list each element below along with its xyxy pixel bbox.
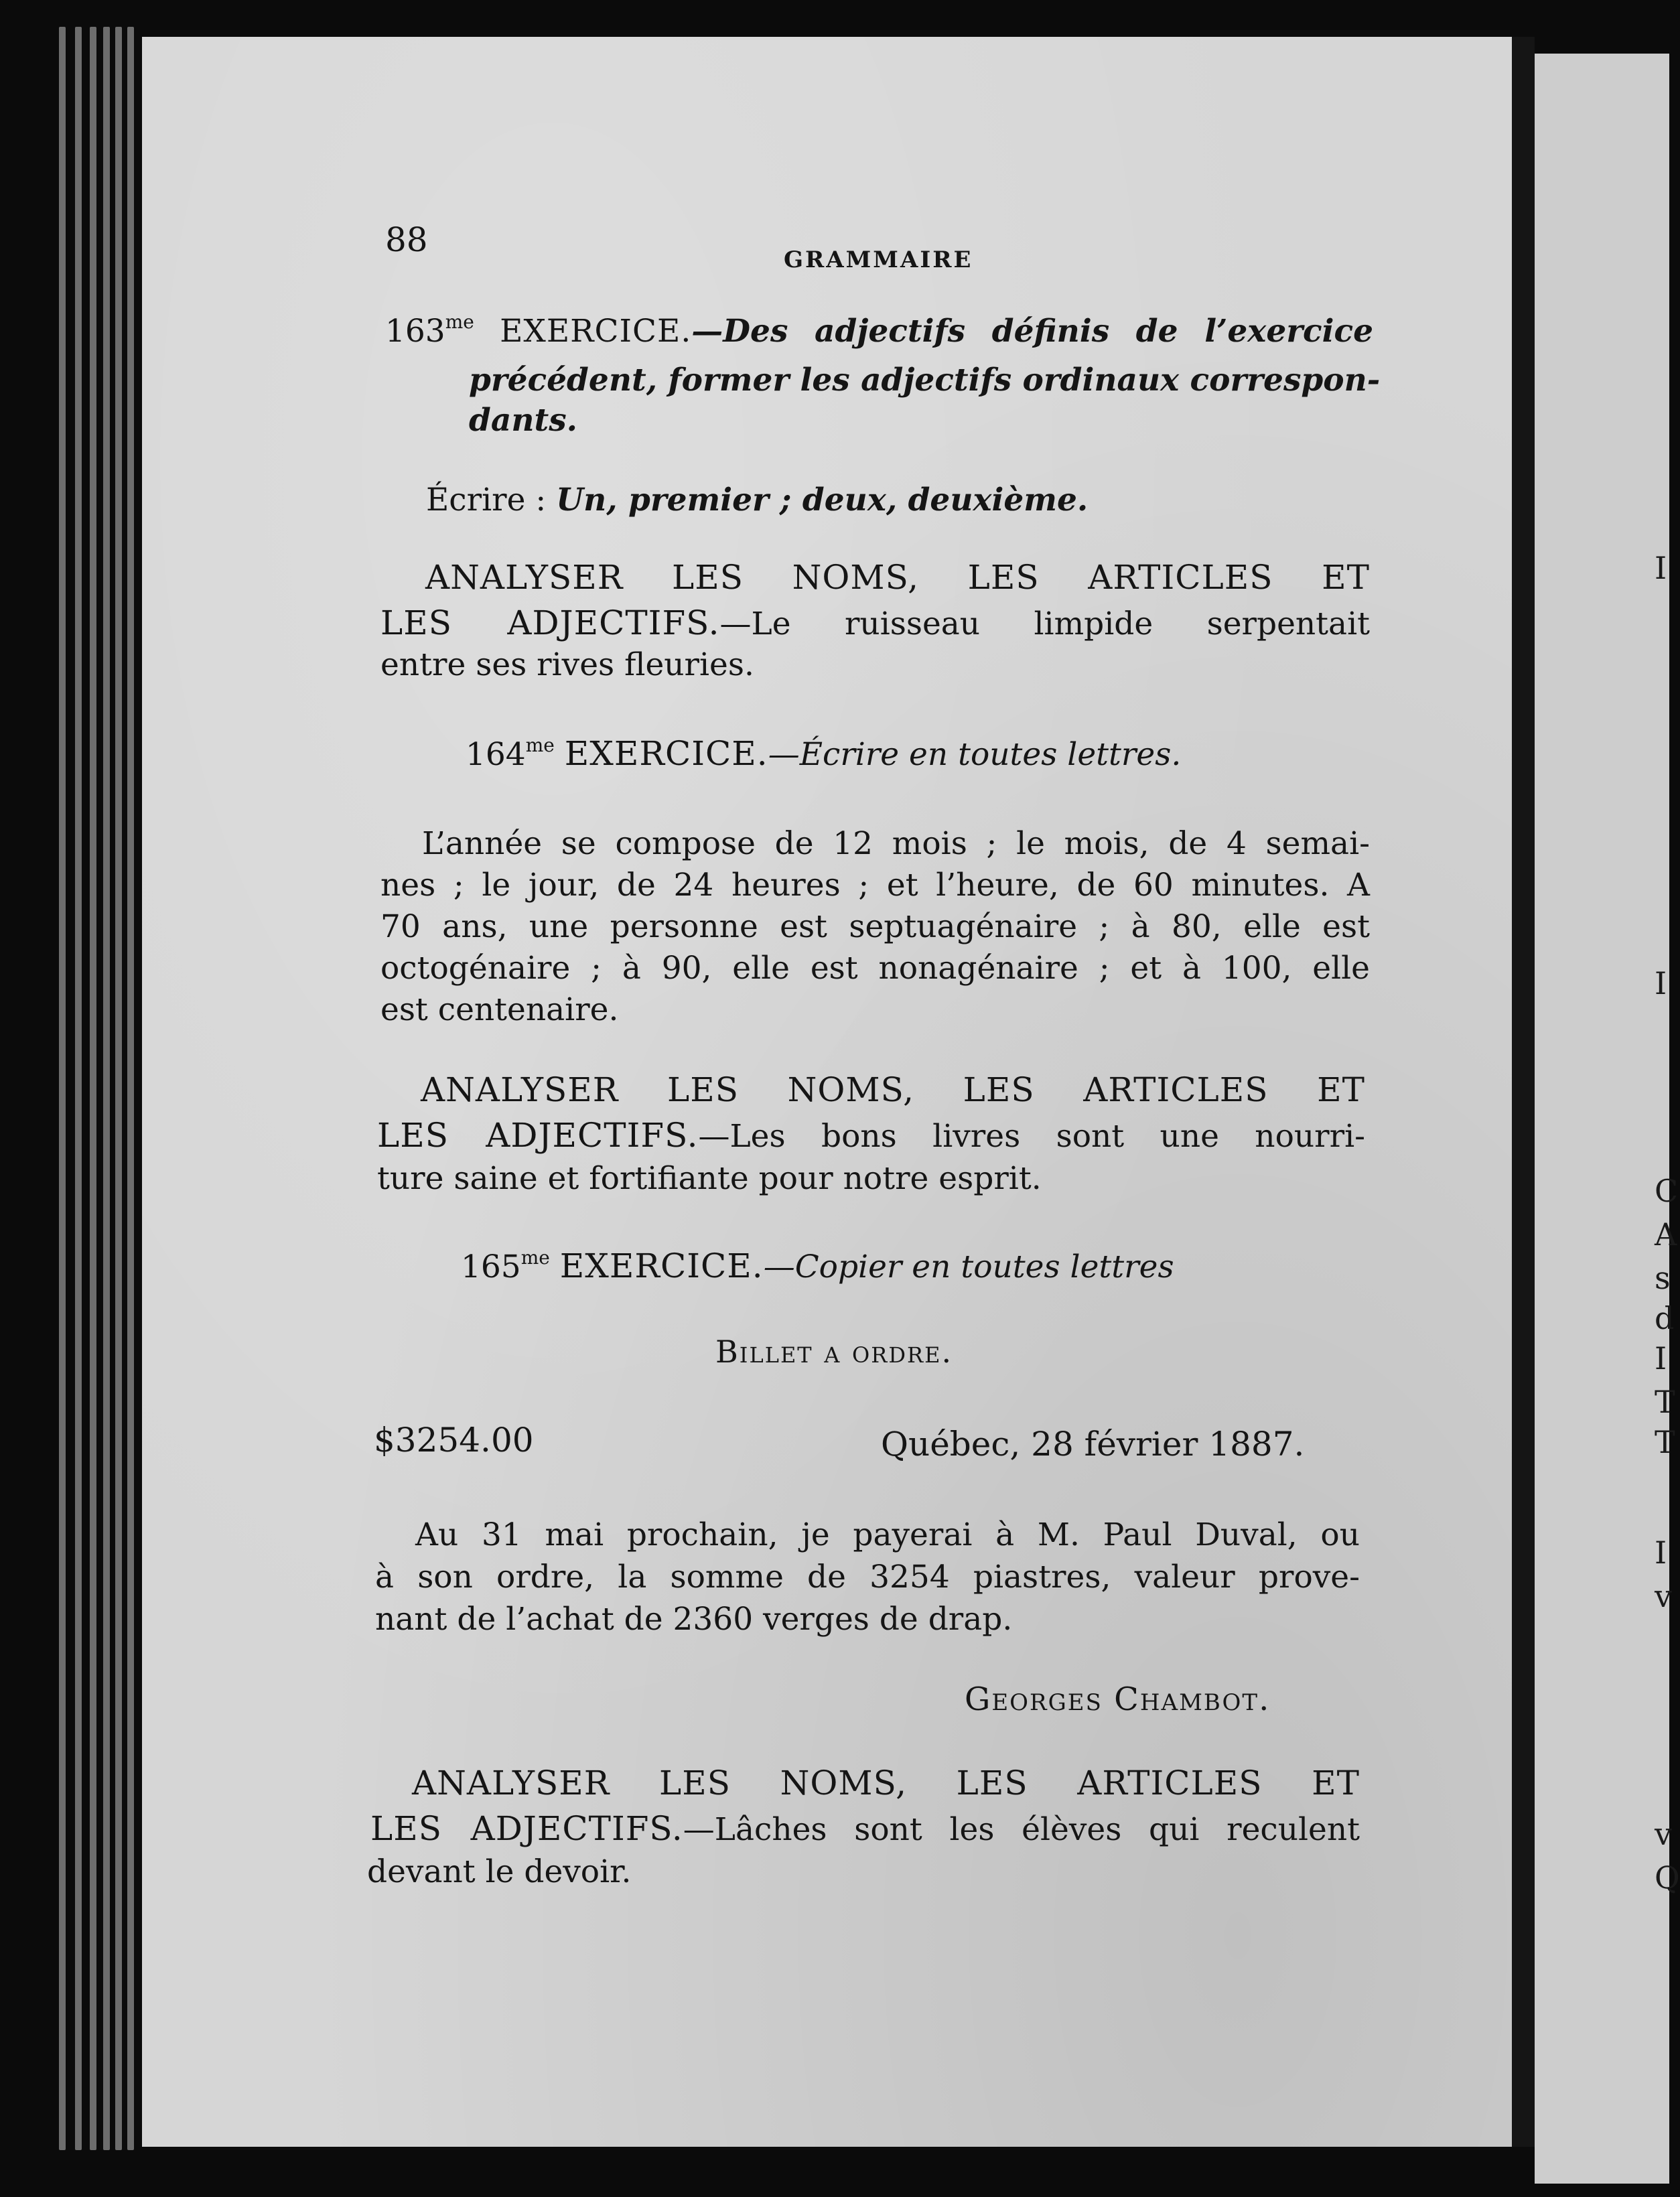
facing-page-fragment: I	[1655, 1340, 1667, 1376]
facing-page-fragment: C	[1655, 1173, 1679, 1209]
exercise-instruction: —Des adjectifs définis de l’exercice	[691, 313, 1373, 350]
example-text: Un, premier ; deux, deuxième.	[556, 482, 1089, 518]
exercise-instruction: —Écrire en toutes lettres.	[768, 736, 1182, 773]
page-edge	[90, 27, 96, 2150]
exercise-instruction-line: dants.	[469, 402, 578, 439]
exercise-instruction: —Copier en toutes lettres	[763, 1249, 1174, 1285]
facing-page-fragment: A	[1655, 1216, 1677, 1253]
page-edge	[103, 27, 110, 2150]
exercise-number: 165	[461, 1249, 521, 1285]
facing-page-fragment: T	[1655, 1384, 1675, 1420]
exercise-number: 163	[385, 313, 445, 350]
facing-page-fragment: I	[1655, 1535, 1667, 1571]
note-title: Billet a ordre.	[715, 1334, 953, 1370]
running-title: GRAMMAIRE	[784, 246, 973, 273]
exercise-163-heading	[385, 311, 1373, 352]
analysis-heading: ANALYSER LES NOMS, LES ARTICLES ET	[412, 1764, 1360, 1802]
exercise-instruction-line: précédent, former les adjectifs ordinaux correspon-	[469, 362, 1381, 399]
exercise-title: EXERCICE.	[559, 1247, 764, 1285]
exercise-title: EXERCICE.	[564, 734, 768, 773]
note-amount: $3254.00	[374, 1421, 534, 1460]
analysis-caps: LES ADJECTIFS.	[380, 604, 720, 642]
page-edge	[75, 27, 82, 2150]
paragraph-line: à son ordre, la somme de 3254 piastres, valeur prove-	[375, 1559, 1360, 1596]
exercise-title: EXERCICE.	[500, 313, 692, 350]
example-label: Écrire :	[426, 482, 547, 518]
page-edge	[115, 27, 122, 2150]
facing-page	[1535, 54, 1669, 2184]
analysis-text: —Les bons livres sont une nourri-	[698, 1118, 1365, 1155]
facing-page-fragment: Q	[1655, 1859, 1680, 1896]
exercise-number: 164	[466, 736, 526, 773]
paragraph-line: nes ; le jour, de 24 heures ; et l’heure, de 60 minutes. A	[380, 867, 1370, 904]
ordinal-suffix: me	[445, 311, 474, 333]
analysis-heading: ANALYSER LES NOMS, LES ARTICLES ET	[421, 1070, 1365, 1109]
signature: Georges Chambot.	[965, 1681, 1271, 1718]
facing-page-fragment: s	[1655, 1260, 1671, 1296]
facing-page-fragment: d	[1655, 1300, 1675, 1336]
facing-page-fragment: I	[1655, 965, 1667, 1001]
paragraph-line: est centenaire.	[380, 991, 619, 1028]
paragraph-line: octogénaire ; à 90, elle est nonagénaire ; et à 100, elle	[380, 950, 1370, 987]
analysis-caps: LES ADJECTIFS.	[377, 1116, 699, 1155]
paragraph-line: L’année se compose de 12 mois ; le mois, de 4 semai-	[422, 825, 1370, 862]
page-edge	[59, 27, 66, 2150]
facing-page-fragment: T	[1655, 1424, 1675, 1460]
analysis-line	[380, 603, 1370, 644]
analysis-text: —Le ruisseau limpide serpentait	[719, 606, 1370, 642]
facing-page-fragment: v	[1655, 1578, 1672, 1614]
example-line	[426, 480, 1088, 520]
analysis-line: devant le devoir.	[367, 1853, 632, 1890]
analysis-caps: LES ADJECTIFS.	[370, 1809, 683, 1848]
analysis-line	[377, 1115, 1365, 1157]
ordinal-suffix: me	[525, 734, 555, 756]
facing-page-fragment: I	[1655, 550, 1667, 586]
paragraph-line: 70 ans, une personne est septuagénaire ; à 80, elle est	[380, 908, 1370, 945]
page-number: 88	[385, 220, 428, 259]
note-place-date: Québec, 28 février 1887.	[881, 1425, 1305, 1464]
paragraph-line: nant de l’achat de 2360 verges de drap.	[375, 1601, 1013, 1638]
analysis-text: —Lâches sont les élèves qui reculent	[683, 1811, 1360, 1848]
analysis-heading: ANALYSER LES NOMS, LES ARTICLES ET	[425, 558, 1370, 597]
facing-page-fragment: v	[1655, 1816, 1672, 1852]
book-gutter	[1512, 37, 1535, 2147]
analysis-line	[370, 1809, 1360, 1850]
exercise-164-heading	[466, 733, 1181, 775]
analysis-line: ture saine et fortifiante pour notre esprit.	[377, 1160, 1042, 1197]
ordinal-suffix: me	[520, 1247, 550, 1269]
page-edge	[127, 27, 134, 2150]
exercise-165-heading	[461, 1246, 1174, 1287]
analysis-line: entre ses rives fleuries.	[380, 646, 754, 683]
paragraph-line: Au 31 mai prochain, je payerai à M. Paul Duval, ou	[415, 1516, 1360, 1553]
